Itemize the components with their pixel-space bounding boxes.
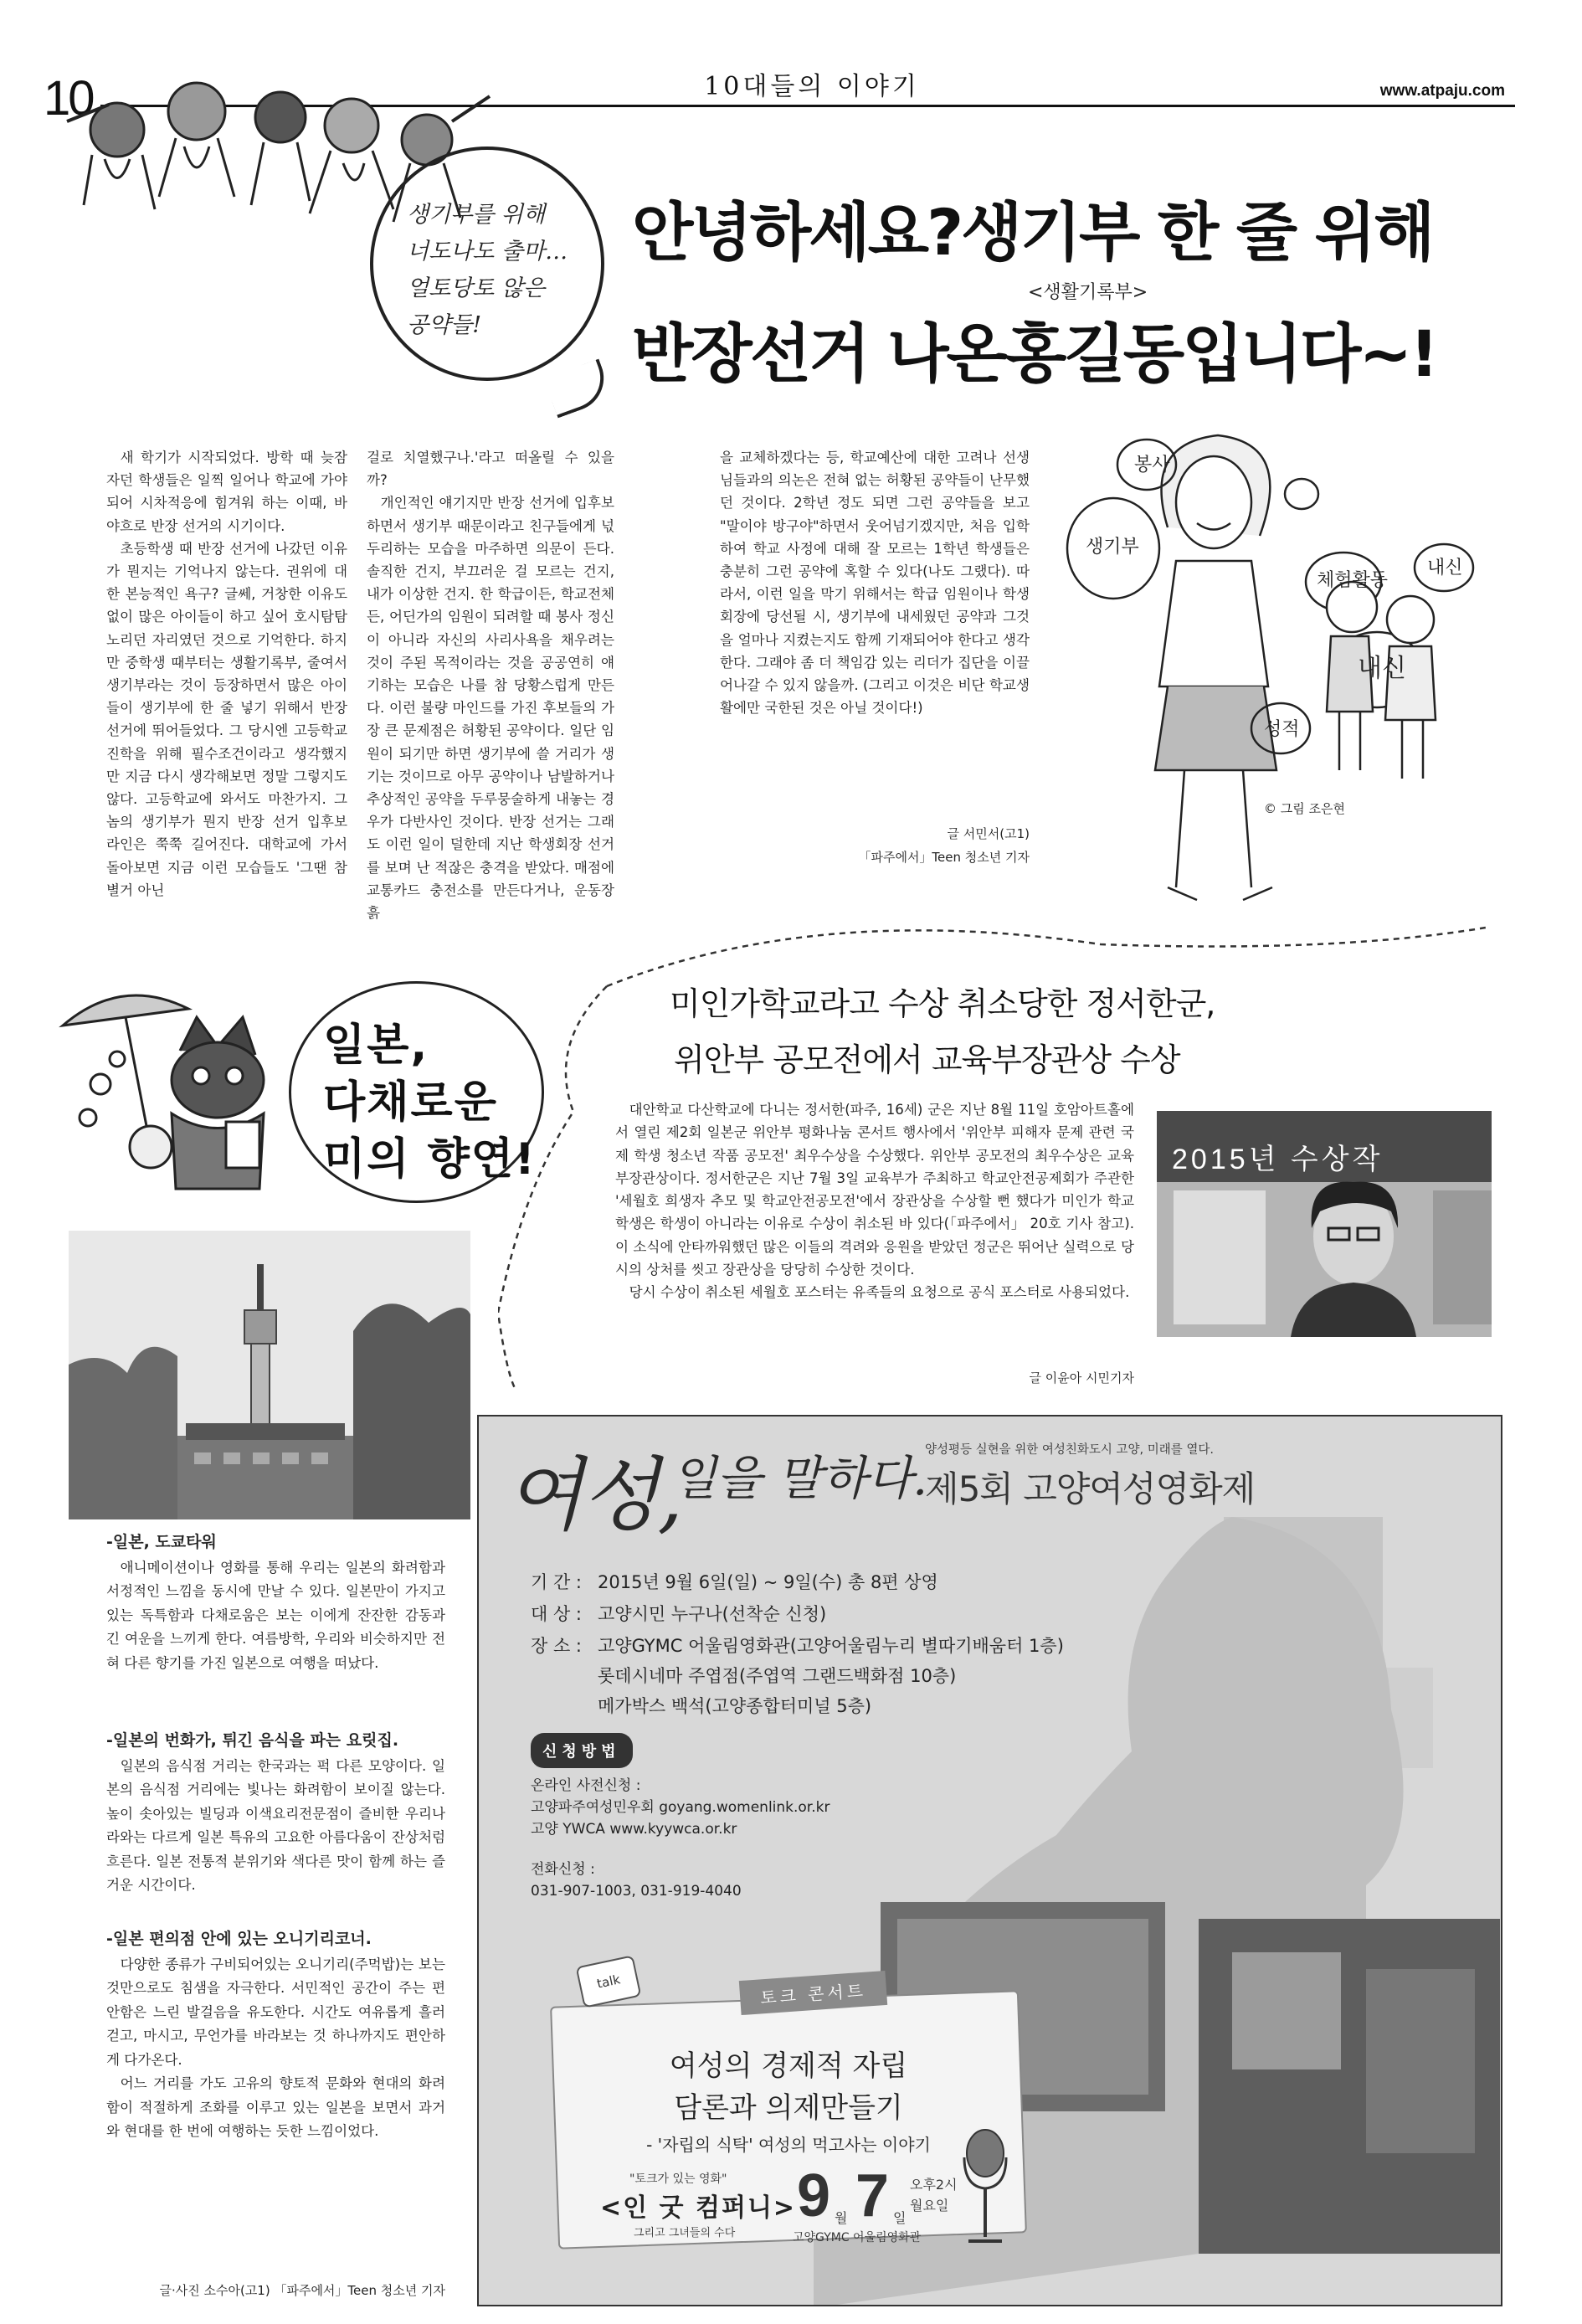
- sketch-label: 봉사: [1134, 455, 1170, 476]
- paragraph: 일본의 음식점 거리는 한국과는 퍽 다른 모양이다. 일본의 음식점 거리에는 빛나는 화려함이 보이질 않는다. 높이 솟아있는 빌딩과 이색요리전문점이 즐비한 우리나라와는 다르게 일본 특유의 고요한 아름다움이 잔상처럼 흐른다. 일본 전통적 분위기와 색다른 맛이 함께 하는 즐거운 시간이다.: [106, 1757, 445, 1893]
- film-festival-ad: [477, 1415, 1502, 2306]
- bubble-line: 일본,: [323, 1021, 429, 1071]
- talk-day-unit: 일: [893, 2210, 907, 2226]
- talk-weekday: 월요일: [910, 2198, 949, 2213]
- talk-month: 9: [797, 2162, 831, 2229]
- talk-day: 7: [855, 2162, 890, 2229]
- ad-online-label: 온라인 사전신청 :: [531, 1777, 641, 1794]
- paragraph: 걸로 치열했구나.'라고 떠올릴 수 있을까?: [367, 450, 614, 489]
- paragraph: 당시 수상이 취소된 세월호 포스터는 유족들의 요청으로 공식 포스터로 사용되었다.: [629, 1284, 1130, 1301]
- award-headline-line-2: 위안부 공모전에서 교육부장관상 수상: [674, 1041, 1180, 1078]
- bubble-line: 너도나도 출마…: [407, 239, 568, 265]
- bubble-line: 미의 향연!: [323, 1134, 537, 1185]
- japan-section-1: [106, 1530, 445, 1675]
- headline-line-2: 반장선거 나온홍길동입니다~!: [632, 316, 1436, 391]
- ad-period-value: 2015년 9월 6일(일) ~ 9일(수) 총 8편 상영: [598, 1572, 938, 1592]
- talk-time: 오후2시: [910, 2177, 958, 2193]
- bubble-line: 생기부를 위해: [407, 202, 546, 228]
- bubble-line: 공약들!: [407, 312, 482, 338]
- headline-line-1: 안녕하세요?생기부 한 줄 위해: [632, 195, 1433, 270]
- talk-line-1: 여성의 경제적 자립: [669, 2049, 908, 2083]
- paragraph: 을 교체하겠다는 등, 학교예산에 대한 고려나 선생님들과의 의논은 전혀 없는 허황된 공약들이 난무했던 것이다. 2학년 정도 되면 그런 공약들을 보고 "말이야 방구야"하면서 웃어넘기겠지만, 처음 입학하여 학교 사정에 대해 잘 모르는 1학년 학생들은 충분히 그런 공약에 혹할 수 있다(나도 그랬다). 따라서, 이런 일을 막기 위해서는 학급 임원이나 학생회장에 당선될 시, 생기부에 내세웠던 공약과 그것을 얼마나 지켰는지도 함께 기재되어야 한다고 생각한다. 그래야 좀 더 책임감 있는 리더가 집단을 이끌어나갈 수 있지 않을까. (그리고 이것은 비단 학교생활에만 국한된 것은 아닐 것이다!): [720, 450, 1030, 717]
- illustration-credit: © 그림 조은현: [1264, 801, 1345, 816]
- sketch-label: 내신: [1358, 654, 1406, 683]
- award-photo-banner: 2015년 수상작: [1172, 1144, 1384, 1175]
- paragraph: 다양한 종류가 구비되어있는 오니기리(주먹밥)는 보는 것만으로도 침샘을 자극한다. 서민적인 공간이 주는 편안함은 느린 발걸음을 유도한다. 시간도 여유롭게 흘러 걷고, 마시고, 무언가를 바라보는 것 하나까지도 편안하게 다가온다.: [106, 1956, 445, 2068]
- ad-venue-line: 고양GYMC 어울림영화관(고양어울림누리 별따기배움터 1층): [598, 1636, 1064, 1656]
- microphone-icon: [952, 2128, 1019, 2254]
- japan-section-2: [106, 1729, 445, 1898]
- paragraph: 대안학교 다산학교에 다니는 정서한(파주, 16세) 군은 지난 8월 11일 호암아트홀에서 열린 제2회 일본군 위안부 평화나눔 콘서트 행사에서 '위안부 피해자 문제 관련 국제 학생 청소년 작품 공모전' 최우수상을 수상했다. 위안부 공모전의 최우수상은 교육부장관상이다. 정서한군은 지난 7월 3일 교육부가 주최하고 학교안전공제회가 주관한 '세월호 희생자 추모 및 학교안전공모전'에서 장관상을 수상할 뻔 했다가 미인가 학교 학생은 학생이 아니라는 이유로 수상이 취소된 바 있다(「파주에서」 20호 기사 참고). 이 소식에 안타까워했던 많은 이들의 격려와 응원을 받았던 정군은 뛰어난 실력으로 당시의 상처를 씻고 장관상을 당당히 수상한 것이다.: [615, 1102, 1134, 1278]
- japan-heading: -일본의 번화가, 튀긴 음식을 파는 요릿집.: [106, 1731, 399, 1750]
- talk-line-3: - '자립의 식탁' 여성의 먹고사는 이야기: [646, 2135, 931, 2155]
- talk-movie-title: <인 굿 컴퍼니>: [600, 2193, 797, 2223]
- headline-annotation: <생활기록부>: [1028, 282, 1148, 303]
- ad-target-value: 고양시민 누구나(선착순 신청): [598, 1604, 827, 1624]
- award-headline-line-1: 미인가학교라고 수상 취소당한 정서한군,: [670, 985, 1215, 1022]
- talk-icon: talk: [576, 1955, 642, 2008]
- talk-concert-tag: 토크 콘서트: [739, 1971, 887, 2015]
- ad-online-line[interactable]: 고양파주여성민우회 goyang.womenlink.or.kr: [531, 1799, 830, 1816]
- paragraph: 새 학기가 시작되었다. 방학 때 늦잠 자던 학생들은 일찍 일어나 학교에 가야되어 시차적응에 힘겨워 하는 이때, 바야흐로 반장 선거의 시기이다.: [106, 450, 347, 534]
- tokyo-tower-photo: [69, 1231, 470, 1519]
- ad-phone-label: 전화신청 :: [531, 1861, 595, 1878]
- talk-venue: 고양GYMC 어울림영화관: [793, 2231, 922, 2244]
- ad-phone-value: 031-907-1003, 031-919-4040: [531, 1883, 742, 1900]
- section-title: 10대들의 이야기: [686, 65, 937, 102]
- article1-column-1: [106, 446, 347, 902]
- ad-phone: [531, 1859, 742, 1902]
- japan-byline: 글·사진 소수아(고1) 「파주에서」Teen 청소년 기자: [159, 2283, 445, 2298]
- talk-month-unit: 월: [835, 2210, 848, 2226]
- ad-online-line[interactable]: 고양 YWCA www.kyywca.or.kr: [531, 1821, 737, 1838]
- ad-target: [531, 1601, 826, 1626]
- article1-byline-name: 글 서민서(고1): [947, 826, 1030, 841]
- award-byline: 글 이윤아 시민기자: [1029, 1370, 1134, 1386]
- ad-title-big: 여성,: [506, 1448, 681, 1542]
- ad-venue-line: 롯데시네마 주엽점(주엽역 그랜드백화점 10층): [598, 1666, 957, 1686]
- paragraph: 애니메이션이나 영화를 통해 우리는 일본의 화려함과 서정적인 느낌을 동시에 만날 수 있다. 일본만이 가지고 있는 독특함과 다채로움은 보는 이에게 잔잔한 감동과 긴 여운을 느끼게 한다. 여름방학, 우리와 비슷하지만 전혀 다른 향기를 가진 일본으로 여행을 떠났다.: [106, 1559, 445, 1671]
- paragraph: 개인적인 얘기지만 반장 선거에 입후보하면서 생기부 때문이라고 친구들에게 넋두리하는 모습을 마주하면 의문이 든다. 솔직한 건지, 부끄러운 걸 모르는 건지, 내가 이상한 건지. 한 학급이든, 학교전체든, 어딘가의 임원이 되려할 때 봉사 정신이 아니라 자신의 사리사욕을 채우려는 것이 주된 목적이라는 것을 공공연히 얘기하는 모습은 나를 참 당황스럽게 만든다. 이런 불량 마인드를 가진 후보들의 가장 큰 문제점은 허황된 공약이다. 일단 임원이 되기만 하면 생기부에 쓸 거리가 생기는 것이므로 아무 공약이나 남발하거나 추상적인 공약을 두루뭉술하게 내놓는 경우가 다반사인 것이다. 반장 선거는 그래도 이런 일이 덜한데 지난 학생회장 선거를 보며 난 적잖은 충격을 받았다. 매점에 교통카드 충전소를 만든다거나, 운동장 흙: [367, 495, 614, 922]
- ad-target-key: 대 상 :: [531, 1604, 582, 1624]
- japan-heading: -일본 편의점 안에 있는 오니기리코너.: [106, 1930, 372, 1948]
- ad-apply-badge: 신청방법: [531, 1733, 633, 1768]
- ad-slogan: 양성평등 실현을 위한 여성친화도시 고양, 미래를 열다.: [925, 1443, 1215, 1457]
- sketch-label: 성적: [1264, 719, 1300, 740]
- bubble-tail: [544, 359, 614, 419]
- article1-byline-org: 「파주에서」Teen 청소년 기자: [858, 850, 1030, 865]
- talk-movie-sub: 그리고 그녀들의 수다: [634, 2227, 736, 2239]
- headline-speech-bubble: [370, 147, 604, 381]
- talk-line-2: 담론과 의제만들기: [674, 2091, 903, 2125]
- ad-period: [531, 1569, 938, 1594]
- sketch-label: 생기부: [1086, 537, 1139, 558]
- article1-column-2: [367, 446, 614, 924]
- ad-period-key: 기 간 :: [531, 1572, 582, 1592]
- cat-with-parasol-illustration: [54, 975, 306, 1210]
- site-url[interactable]: www.atpaju.com: [1379, 82, 1505, 100]
- paragraph: 어느 거리를 가도 고유의 향토적 문화와 현대의 화려함이 적절하게 조화를 이루고 있는 일본을 보면서 과거와 현대를 한 번에 여행하는 듯한 느낌이었다.: [106, 2075, 445, 2139]
- sketch-label: 내신: [1427, 558, 1463, 578]
- japan-section-3: [106, 1927, 445, 2144]
- student-sketch-illustration: [1050, 419, 1486, 921]
- ad-online: [531, 1775, 830, 1840]
- award-photo: [1157, 1111, 1492, 1337]
- paragraph: 초등학생 때 반장 선거에 나갔던 이유가 뭔지는 기억나지 않는다. 권위에 대한 본능적인 욕구? 글쎄, 거창한 이유도 없이 많은 아이들이 하고 싶어 호시탐탐 노리던 자리였던 것으로 기억한다. 하지만 중학생 때부터는 생활기록부, 줄여서 생기부라는 것이 등장하면서 많은 아이들이 생기부에 한 줄 넣기 위해서 반장 선거에 뛰어들었다. 그 당시엔 고등학교 진학을 위해 필수조건이라고 생각했지만 지금 다시 생각해보면 정말 그렇지도 않다. 고등학교에 와서도 마찬가지. 그놈의 생기부가 뭔지 반장 선거 입후보 라인은 쭉쭉 길어진다. 대학교에 가서 돌아보면 지금 이런 모습들도 '그땐 참 별거 아닌: [106, 540, 347, 898]
- japan-heading: -일본, 도쿄타워: [106, 1533, 217, 1551]
- ad-venue: [531, 1632, 1064, 1658]
- ad-title-rest: 일을 말하다.: [671, 1452, 928, 1506]
- bubble-line: 얼토당토 않은: [407, 275, 546, 301]
- bubble-line: 다채로운: [323, 1077, 498, 1128]
- page-number: 10: [44, 71, 93, 126]
- talk-movie-caption: "토크가 있는 영화": [629, 2172, 727, 2186]
- ad-venue-line: 메가박스 백석(고양종합터미널 5층): [598, 1696, 872, 1716]
- ad-venue-key: 장 소 :: [531, 1636, 582, 1656]
- article1-column-3: [720, 446, 1030, 719]
- award-body: [615, 1098, 1134, 1304]
- sketch-label: 체험활동: [1317, 570, 1389, 591]
- ad-festival-name: 제5회 고양여성영화제: [925, 1468, 1256, 1509]
